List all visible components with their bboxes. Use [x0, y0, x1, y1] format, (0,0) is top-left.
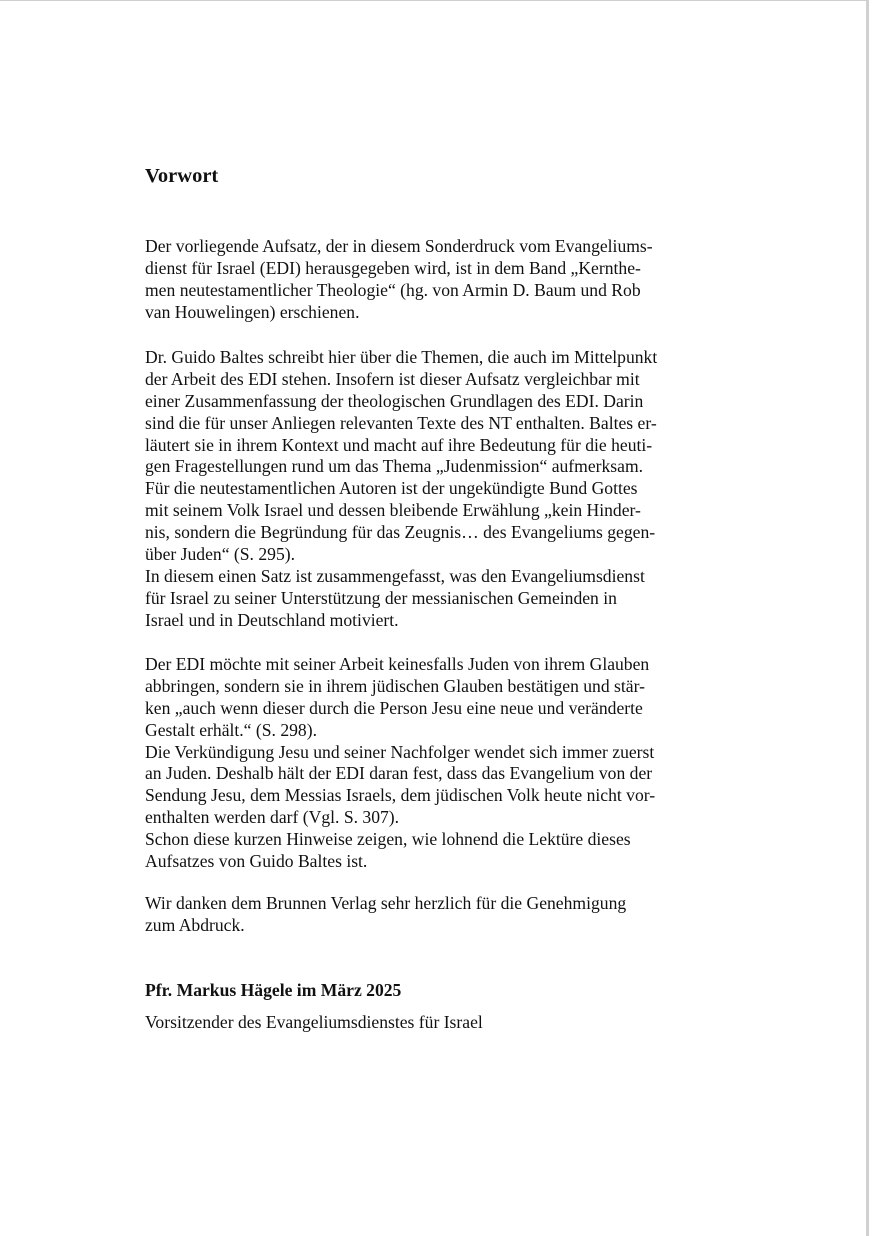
text-line: Gestalt erhält.“ (S. 298).	[145, 719, 317, 740]
text-line: Für die neutestamentlichen Autoren ist der ungekündigte Bund Gottes	[145, 478, 638, 499]
paragraph-1	[145, 236, 653, 324]
text-line: läutert sie in ihrem Kontext und macht auf ihre Bedeutung für die heuti-	[145, 434, 653, 455]
text-line: van Houwelingen) erschienen.	[145, 301, 360, 322]
paragraph-3	[145, 654, 655, 873]
text-line: dienst für Israel (EDI) herausgegeben wird, ist in dem Band „Kernthe-	[145, 257, 641, 278]
text-line: ken „auch wenn dieser durch die Person Jesu eine neue und veränderte	[145, 697, 643, 718]
text-line: mit seinem Volk Israel und dessen bleibende Erwählung „kein Hinder-	[145, 500, 641, 521]
text-line: Die Verkündigung Jesu und seiner Nachfolger wendet sich immer zuerst	[145, 741, 655, 762]
text-line: Wir danken dem Brunnen Verlag sehr herzlich für die Genehmigung	[145, 893, 627, 913]
text-line: enthalten werden darf (Vgl. S. 307).	[145, 807, 400, 828]
paragraph-4	[145, 893, 626, 937]
text-line: an Juden. Deshalb hält der EDI daran fest, dass das Evangelium von der	[145, 763, 653, 784]
text-line: Der vorliegende Aufsatz, der in diesem Sonderdruck vom Evangeliums-	[145, 236, 653, 256]
text-line: nis, sondern die Begründung für das Zeugnis… des Evangeliums gegen-	[145, 522, 656, 543]
text-line: Israel und in Deutschland motiviert.	[145, 609, 399, 630]
text-line: für Israel zu seiner Unterstützung der messianischen Gemeinden in	[145, 587, 617, 608]
text-line: Schon diese kurzen Hinweise zeigen, wie lohnend die Lektüre dieses	[145, 829, 631, 850]
signature: Pfr. Markus Hägele im März 2025	[145, 980, 402, 1000]
text-line: über Juden“ (S. 295).	[145, 544, 296, 565]
paragraph-2	[145, 347, 657, 632]
text-line: zum Abdruck.	[145, 914, 245, 935]
text-line: Der EDI möchte mit seiner Arbeit keinesfalls Juden von ihrem Glauben	[145, 654, 650, 674]
text-line: einer Zusammenfassung der theologischen Grundlagen des EDI. Darin	[145, 390, 644, 411]
text-line: Sendung Jesu, dem Messias Israels, dem jüdischen Volk heute nicht vor-	[145, 785, 656, 806]
text-line: abbringen, sondern sie in ihrem jüdischen Glauben bestätigen und stär-	[145, 675, 645, 696]
text-line: gen Fragestellungen rund um das Thema „Judenmission“ aufmerksam.	[145, 456, 644, 477]
text-line: Dr. Guido Baltes schreibt hier über die Themen, die auch im Mittelpunkt	[145, 347, 658, 367]
text-line: Aufsatzes von Guido Baltes ist.	[145, 851, 368, 872]
text-line: In diesem einen Satz ist zusammengefasst, was den Evangeliumsdienst	[145, 565, 645, 586]
signatory-role: Vorsitzender des Evangeliumsdienstes für Israel	[145, 1012, 483, 1032]
text-line: sind die für unser Anliegen relevanten Texte des NT enthalten. Baltes er-	[145, 412, 657, 433]
text-line: der Arbeit des EDI stehen. Insofern ist dieser Aufsatz vergleichbar mit	[145, 368, 640, 389]
page-title: Vorwort	[145, 165, 219, 187]
text-line: men neutestamentlicher Theologie“ (hg. von Armin D. Baum und Rob	[145, 279, 641, 300]
